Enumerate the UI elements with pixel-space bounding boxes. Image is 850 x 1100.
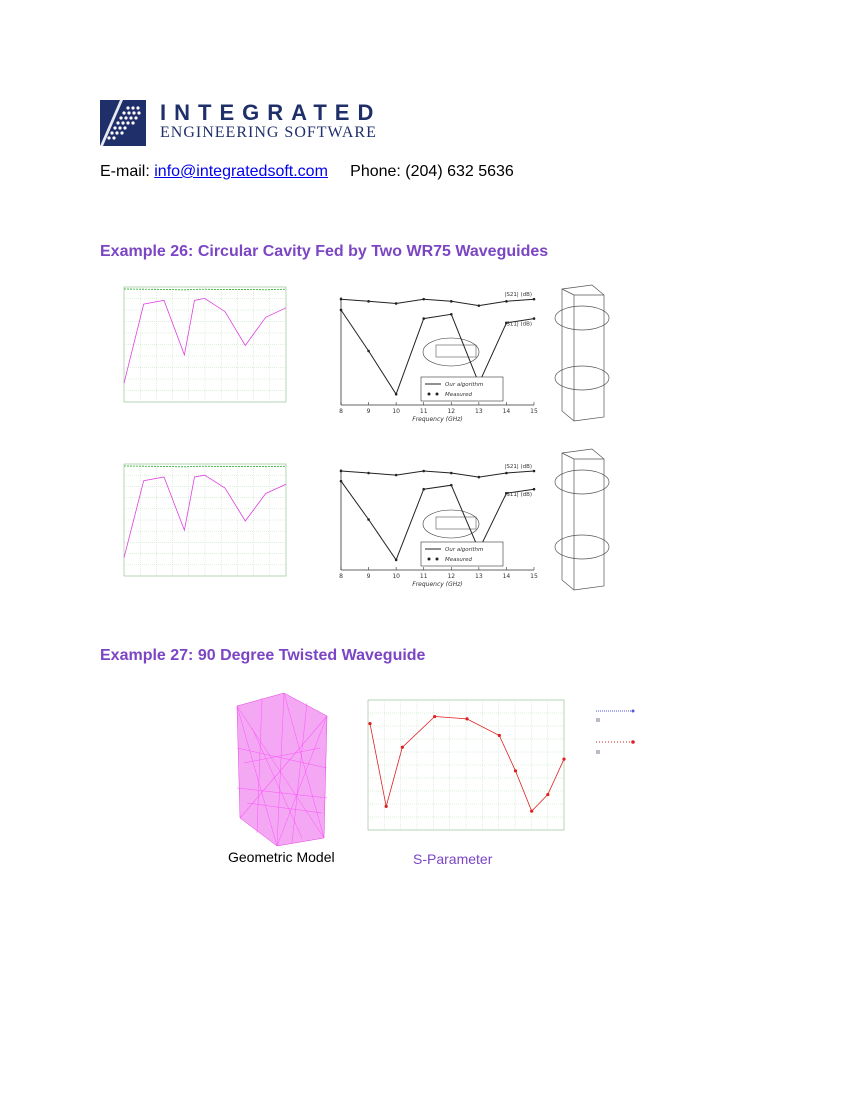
logo-mark-icon — [100, 100, 146, 146]
series-marker — [505, 472, 508, 475]
legend-label: Measured — [445, 557, 472, 563]
phone-text: Phone: (204) 632 5636 — [350, 163, 514, 180]
series-line — [341, 471, 534, 477]
series-label: |S21| (dB) — [504, 464, 532, 471]
series-marker — [367, 472, 370, 475]
x-tick-label: 10 — [392, 573, 400, 580]
series-marker — [562, 757, 565, 760]
logo-name: INTEGRATED — [160, 100, 382, 125]
x-tick-label: 12 — [447, 573, 456, 580]
series-marker — [533, 317, 536, 320]
x-tick-label: 10 — [392, 408, 400, 415]
x-tick-label: 11 — [419, 408, 428, 415]
cavity-geometry-figure-1 — [552, 283, 610, 423]
contact-spacer — [328, 163, 350, 180]
legend-label: Our algorithm — [445, 547, 484, 553]
cavity-ring — [555, 535, 609, 559]
series-marker — [478, 476, 481, 479]
cavity-ring — [555, 306, 609, 330]
series-marker — [533, 488, 536, 491]
series-marker — [450, 484, 453, 487]
x-tick-label: 14 — [502, 408, 511, 415]
x-tick-label: 13 — [475, 573, 483, 580]
legend-label: Measured — [445, 392, 472, 398]
series-marker — [340, 470, 343, 473]
logo-tagline: ENGINEERING SOFTWARE — [160, 124, 377, 141]
legend-marker — [436, 393, 439, 396]
legend-marker — [436, 558, 439, 561]
series-marker — [478, 304, 481, 307]
series-line — [341, 299, 534, 305]
cavity-ring — [555, 470, 609, 494]
series-marker — [368, 722, 371, 725]
cavity-sketch — [423, 338, 479, 366]
geometric-model-caption: Geometric Model — [228, 849, 335, 865]
waveguide-sketch — [436, 517, 476, 529]
series-label: |S11| (dB) — [504, 321, 532, 328]
series-marker — [465, 717, 468, 720]
series-label: |S11| (dB) — [504, 492, 532, 499]
x-tick-label: 9 — [366, 573, 371, 580]
cavity-ring — [555, 366, 609, 390]
series-marker — [546, 793, 549, 796]
x-tick-label: 12 — [447, 408, 456, 415]
series-marker — [450, 313, 453, 316]
series-marker — [450, 472, 453, 475]
series-marker — [450, 300, 453, 303]
series-marker — [505, 300, 508, 303]
series-marker — [422, 317, 425, 320]
series-marker — [367, 300, 370, 303]
x-axis-label: Frequency (GHz) — [412, 416, 463, 423]
box-edge — [562, 289, 574, 295]
series-marker — [340, 298, 343, 301]
wireframe — [555, 449, 609, 590]
company-logo — [100, 100, 382, 146]
series-marker — [395, 474, 398, 477]
x-tick-label: 14 — [502, 573, 511, 580]
x-tick-label: 15 — [530, 408, 538, 415]
series-marker — [433, 715, 436, 718]
example-27-heading: Example 27: 90 Degree Twisted Waveguide — [100, 647, 426, 664]
series-marker — [514, 769, 517, 772]
email-label: E-mail: — [100, 163, 155, 180]
series-marker — [422, 488, 425, 491]
x-tick-label: 13 — [475, 408, 483, 415]
legend-label: Our algorithm — [445, 382, 484, 388]
series-label: |S21| (dB) — [504, 292, 532, 299]
s-parameter-plot-1 — [100, 273, 290, 416]
legend-marker — [428, 393, 431, 396]
cavity-sketch — [423, 510, 479, 538]
series-marker — [395, 302, 398, 305]
twisted-plot-legend — [590, 702, 635, 764]
x-tick-label: 8 — [339, 408, 343, 415]
cavity-geometry-figure-2 — [552, 447, 610, 592]
contact-line — [100, 163, 514, 181]
series-marker — [422, 298, 425, 301]
measured-comparison-plot-1 — [305, 283, 550, 423]
series-marker — [395, 559, 398, 562]
legend-marker — [428, 558, 431, 561]
x-tick-label: 8 — [339, 573, 343, 580]
series-marker — [401, 746, 404, 749]
series-marker — [533, 470, 536, 473]
x-tick-label: 9 — [366, 408, 371, 415]
wireframe — [555, 285, 609, 421]
example-26-heading: Example 26: Circular Cavity Fed by Two WR75 Waveguides — [100, 243, 549, 260]
series-marker — [498, 734, 501, 737]
s-parameter-caption: S-Parameter — [413, 851, 493, 867]
series-marker — [340, 480, 343, 483]
measured-comparison-plot-2 — [305, 455, 550, 588]
twisted-waveguide-mesh-figure — [232, 688, 332, 846]
email-link[interactable]: info@integratedsoft.com — [154, 163, 328, 180]
x-axis-label: Frequency (GHz) — [412, 581, 463, 588]
series-marker — [533, 298, 536, 301]
box-outline — [562, 285, 604, 421]
series-marker — [385, 805, 388, 808]
series-marker — [530, 809, 533, 812]
s-parameter-plot-2 — [100, 450, 290, 590]
twisted-s-parameter-plot — [338, 688, 568, 846]
series-marker — [367, 518, 370, 521]
series-marker — [367, 350, 370, 353]
waveguide-sketch — [436, 345, 476, 357]
box-edge — [562, 453, 574, 459]
series-marker — [422, 470, 425, 473]
series-marker — [395, 393, 398, 396]
twisted-waveguide-mesh — [237, 693, 327, 846]
series-marker — [340, 309, 343, 312]
x-tick-label: 11 — [419, 573, 428, 580]
x-tick-label: 15 — [530, 573, 538, 580]
